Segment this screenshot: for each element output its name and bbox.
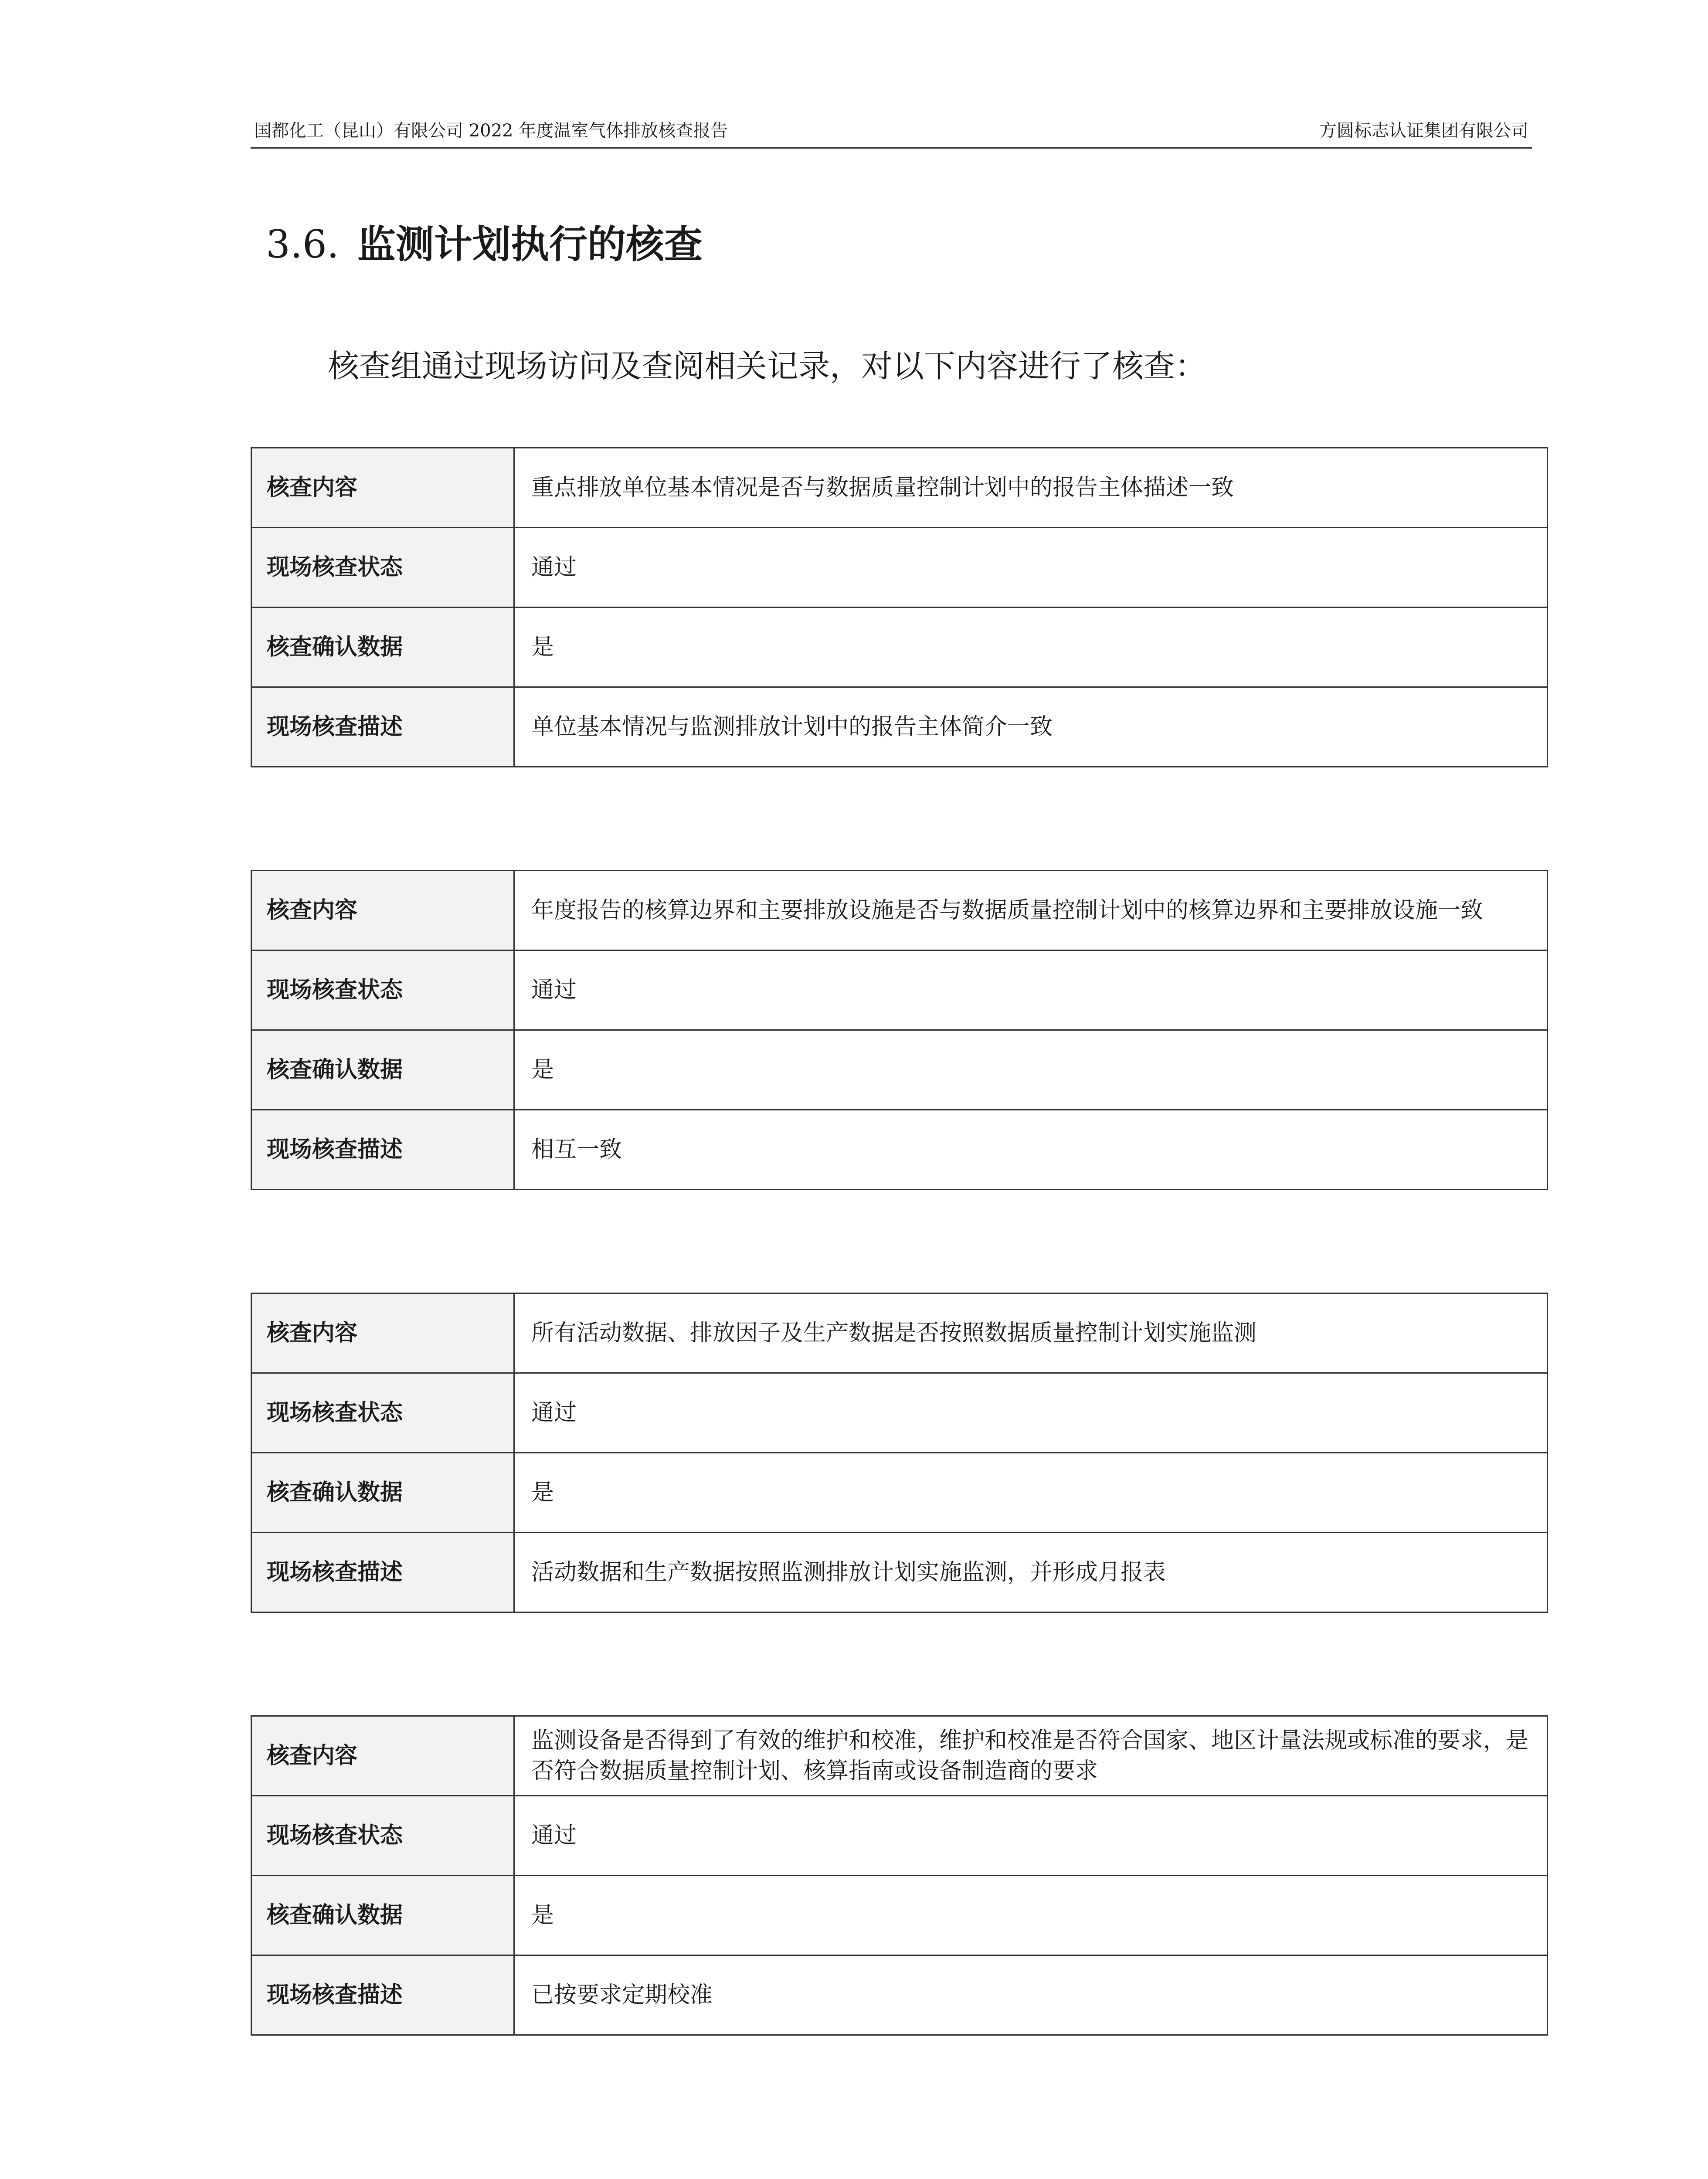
check-status: 通过 — [514, 528, 1548, 608]
table-row — [251, 871, 1548, 950]
table-row — [251, 1110, 1548, 1190]
table-row — [251, 687, 1548, 767]
check-description: 相互一致 — [514, 1110, 1548, 1190]
table-row — [251, 528, 1548, 608]
table-row — [251, 448, 1548, 528]
check-status: 通过 — [514, 1796, 1548, 1876]
row-label-content: 核查内容 — [251, 871, 514, 950]
row-label-content: 核查内容 — [251, 1293, 514, 1373]
table-row — [251, 1453, 1548, 1533]
row-label-content: 核查内容 — [251, 1716, 514, 1796]
page-header — [251, 117, 1532, 149]
intro-paragraph: 核查组通过现场访问及查阅相关记录，对以下内容进行了核查： — [328, 348, 1207, 384]
check-status: 通过 — [514, 950, 1548, 1030]
row-label-description: 现场核查描述 — [251, 1955, 514, 2035]
row-label-description: 现场核查描述 — [251, 1533, 514, 1612]
header-company-name: 方圆标志认证集团有限公司 — [1319, 121, 1528, 141]
check-description: 已按要求定期校准 — [514, 1955, 1548, 2035]
header-report-title: 国都化工（昆山）有限公司 2022 年度温室气体排放核查报告 — [254, 121, 728, 141]
table-row — [251, 1796, 1548, 1876]
table-row — [251, 1373, 1548, 1453]
section-title: 监测计划执行的核查 — [357, 221, 703, 267]
row-label-status: 现场核查状态 — [251, 1796, 514, 1876]
check-status: 通过 — [514, 1373, 1548, 1453]
table-row — [251, 1716, 1548, 1796]
row-label-description: 现场核查描述 — [251, 1110, 514, 1190]
check-content: 年度报告的核算边界和主要排放设施是否与数据质量控制计划中的核算边界和主要排放设施一致 — [514, 871, 1548, 950]
check-description: 活动数据和生产数据按照监测排放计划实施监测，并形成月报表 — [514, 1533, 1548, 1612]
table-row — [251, 1030, 1548, 1110]
table-row — [251, 608, 1548, 687]
row-label-confirm: 核查确认数据 — [251, 608, 514, 687]
table-row — [251, 1955, 1548, 2035]
check-confirm: 是 — [514, 1030, 1548, 1110]
row-label-confirm: 核查确认数据 — [251, 1030, 514, 1110]
table-row — [251, 1876, 1548, 1955]
section-number: 3.6. — [266, 222, 339, 267]
table-row — [251, 950, 1548, 1030]
table-row — [251, 1533, 1548, 1612]
check-table — [251, 447, 1548, 767]
row-label-description: 现场核查描述 — [251, 687, 514, 767]
section-heading — [266, 220, 703, 268]
row-label-confirm: 核查确认数据 — [251, 1876, 514, 1955]
row-label-status: 现场核查状态 — [251, 1373, 514, 1453]
check-content: 重点排放单位基本情况是否与数据质量控制计划中的报告主体描述一致 — [514, 448, 1548, 528]
row-label-confirm: 核查确认数据 — [251, 1453, 514, 1533]
check-content: 所有活动数据、排放因子及生产数据是否按照数据质量控制计划实施监测 — [514, 1293, 1548, 1373]
check-table — [251, 1715, 1548, 2036]
row-label-status: 现场核查状态 — [251, 528, 514, 608]
check-table — [251, 870, 1548, 1190]
check-table — [251, 1293, 1548, 1613]
row-label-status: 现场核查状态 — [251, 950, 514, 1030]
check-confirm: 是 — [514, 608, 1548, 687]
check-content: 监测设备是否得到了有效的维护和校准，维护和校准是否符合国家、地区计量法规或标准的要求，是否符合数据质量控制计划、核算指南或设备制造商的要求 — [514, 1716, 1548, 1796]
table-row — [251, 1293, 1548, 1373]
row-label-content: 核查内容 — [251, 448, 514, 528]
check-description: 单位基本情况与监测排放计划中的报告主体简介一致 — [514, 687, 1548, 767]
check-confirm: 是 — [514, 1453, 1548, 1533]
check-confirm: 是 — [514, 1876, 1548, 1955]
